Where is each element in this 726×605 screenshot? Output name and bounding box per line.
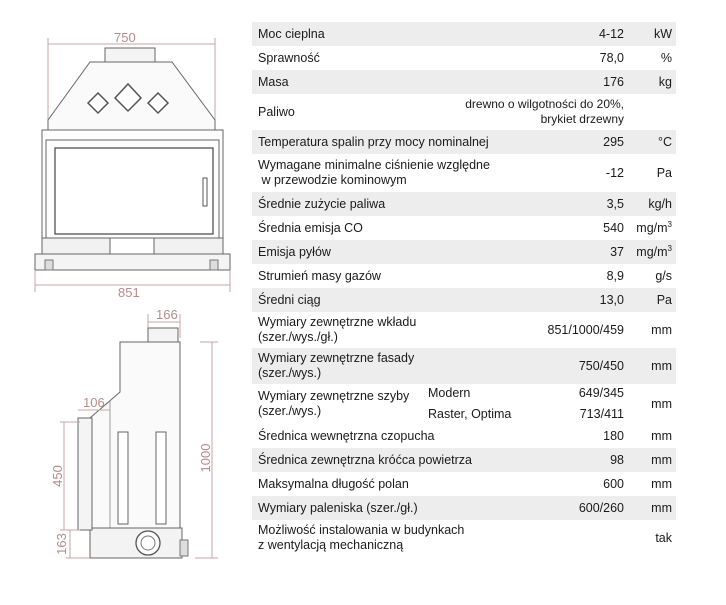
spec-label-line-2: z wentylacją mechaniczną	[258, 538, 404, 552]
unit-base: mg/m	[636, 244, 668, 259]
spec-value: 176	[603, 74, 624, 89]
side-height-total-label: 1000	[198, 443, 213, 473]
spec-row	[252, 154, 676, 192]
spec-label-line-1: Wymagane minimalne ciśnienie względne	[258, 158, 490, 172]
spec-unit: kg/h	[648, 196, 672, 211]
spec-row	[252, 130, 676, 154]
spec-label	[252, 158, 494, 188]
spec-row	[252, 192, 676, 216]
spec-value: 750/450	[578, 358, 624, 373]
spec-value: 295	[603, 134, 624, 149]
spec-unit: tak	[655, 530, 672, 545]
spec-row-fuel	[252, 94, 676, 130]
spec-row	[252, 240, 676, 264]
spec-label: Temperatura spalin przy mocy nominalnej	[258, 134, 489, 149]
spec-label: Masa	[258, 74, 289, 89]
spec-unit: mm	[651, 322, 672, 337]
spec-unit: mm	[651, 500, 672, 515]
spec-value: 98	[610, 452, 624, 467]
spec-unit: mm	[651, 358, 672, 373]
spec-value: 540	[603, 220, 624, 235]
unit-base: mg/m	[636, 220, 668, 235]
spec-label: Emisja pyłów	[258, 244, 331, 259]
front-width-bottom-label: 851	[118, 285, 140, 300]
spec-unit: kW	[653, 26, 672, 41]
spec-row	[252, 46, 676, 70]
spec-row	[252, 264, 676, 288]
spec-label-line-1: Wymiary zewnętrzne wkładu	[258, 315, 417, 329]
spec-unit: mm	[651, 452, 672, 467]
spec-label	[252, 351, 494, 381]
glass-variant-value: 713/411	[579, 406, 624, 421]
spec-label: Średnica zewnętrzna króćca powietrza	[258, 452, 472, 467]
spec-label: Moc cieplna	[258, 26, 325, 41]
side-height-bottom-label: 163	[54, 533, 69, 555]
spec-row	[252, 312, 676, 348]
spec-row	[252, 348, 676, 384]
spec-label	[252, 523, 494, 553]
spec-label: Wymiary paleniska (szer./gł.)	[258, 500, 418, 515]
technical-drawings	[0, 0, 250, 605]
spec-label	[252, 315, 494, 345]
spec-label: Średnia emisja CO	[258, 220, 363, 235]
spec-label: Maksymalna długość polan	[258, 476, 409, 491]
spec-label: Średnica wewnętrzna czopucha	[258, 428, 435, 443]
front-view-drawing	[0, 0, 250, 300]
spec-row	[252, 520, 676, 556]
fuel-line-1: drewno o wilgotności do 20%,	[465, 97, 624, 111]
glass-variant-name: Modern	[428, 386, 471, 401]
spec-unit: mm	[651, 396, 672, 411]
glass-variant-row	[428, 384, 632, 404]
spec-label-line-2: w przewodzie kominowym	[258, 173, 407, 187]
spec-value: 600	[603, 476, 624, 491]
glass-variants	[428, 384, 632, 424]
spec-label	[252, 384, 428, 424]
spec-unit: %	[660, 50, 672, 65]
spec-label-line-1: Możliwość instalowania w budynkach	[258, 523, 465, 537]
front-width-top-label: 750	[114, 30, 136, 45]
spec-value: 78,0	[599, 50, 624, 65]
spec-row	[252, 448, 676, 472]
spec-unit: °C	[657, 134, 672, 149]
spec-label: Średni ciąg	[258, 292, 321, 307]
spec-value: 37	[610, 244, 624, 259]
spec-label-line-2: (szer./wys.)	[258, 404, 322, 418]
spec-value: 8,9	[606, 268, 624, 283]
glass-variant-value: 649/345	[578, 386, 624, 401]
spec-label-line-2: (szer./wys./gł.)	[258, 330, 338, 344]
spec-value: 600/260	[578, 500, 624, 515]
spec-row	[252, 288, 676, 312]
spec-row-glass	[252, 384, 676, 424]
spec-row	[252, 70, 676, 94]
spec-value: 4-12	[598, 26, 624, 41]
side-offset-label: 106	[83, 395, 105, 410]
specification-table	[252, 22, 676, 556]
spec-row	[252, 496, 676, 520]
glass-variant-row	[428, 404, 632, 425]
spec-value: 13,0	[599, 292, 624, 307]
spec-value: 180	[603, 428, 624, 443]
side-height-mid-label: 450	[50, 465, 65, 487]
glass-variant-name: Raster, Optima	[428, 406, 512, 421]
unit-sup: 3	[667, 219, 672, 229]
spec-label-line-1: Wymiary zewnętrzne fasady	[258, 351, 415, 365]
spec-value-fuel	[404, 97, 632, 127]
spec-unit: mm	[651, 428, 672, 443]
spec-value: 3,5	[606, 196, 624, 211]
spec-label: Sprawność	[258, 50, 320, 65]
spec-label: Strumień masy gazów	[258, 268, 381, 283]
spec-unit: g/s	[655, 268, 672, 283]
spec-row	[252, 216, 676, 240]
spec-row	[252, 22, 676, 46]
spec-unit: Pa	[656, 165, 672, 180]
spec-row	[252, 424, 676, 448]
spec-unit: Pa	[656, 292, 672, 307]
spec-label-line-1: Wymiary zewnętrzne szyby	[258, 389, 410, 403]
spec-row	[252, 472, 676, 496]
spec-value: 851/1000/459	[547, 322, 624, 337]
spec-label-line-2: (szer./wys.)	[258, 366, 322, 380]
spec-label: Średnie zużycie paliwa	[258, 196, 386, 211]
side-view-drawing	[0, 300, 250, 600]
unit-sup: 3	[667, 243, 672, 253]
spec-unit: mm	[651, 476, 672, 491]
side-depth-top-label: 166	[156, 307, 178, 322]
spec-unit	[632, 221, 676, 236]
spec-value: -12	[605, 165, 624, 180]
spec-unit: kg	[658, 74, 672, 89]
fuel-line-2: brykiet drzewny	[540, 112, 624, 126]
spec-label: Paliwo	[258, 104, 295, 119]
spec-unit	[632, 245, 676, 260]
